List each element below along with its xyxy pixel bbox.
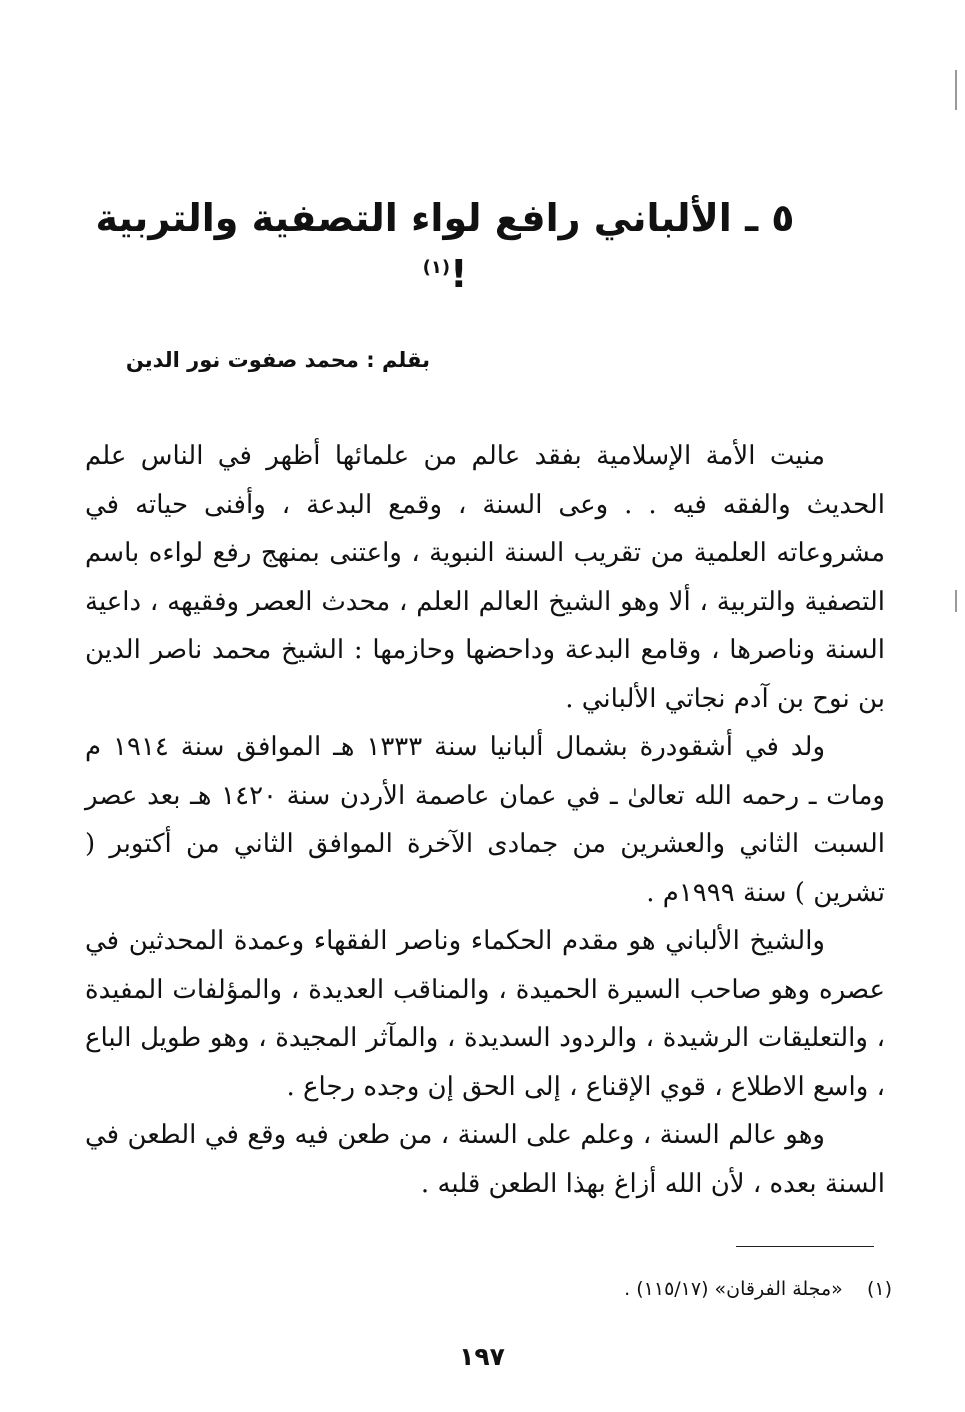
footnote-marker: (١): [866, 1278, 892, 1300]
page-number: ١٩٧: [459, 1342, 505, 1371]
paragraph-4: وهو عالم السنة ، وعلم على السنة ، من طعن فيه وقع في الطعن في السنة بعده ، لأن الله أزاغ بهذا الطعن قلبه .: [85, 1120, 885, 1199]
paragraph-3: والشيخ الألباني هو مقدم الحكماء وناصر الفقهاء وعمدة المحدثين في عصره وهو صاحب السيرة الحميدة ، والمناقب العديدة ، والمؤلفات المفيدة ، والتعليقات الرشيدة ، والردود السديدة ، والمآثر المجيدة ، وهو طويل الباع ، واسع الاطلاع ، قوي الإقناع ، إلى الحق إن وجده رجاع .: [85, 926, 885, 1102]
author-byline: بقلم : محمد صفوت نور الدين: [125, 348, 430, 372]
scan-edge-mark: [955, 590, 957, 612]
chapter-title: [90, 190, 800, 302]
paragraph-2: ولد في أشقودرة بشمال ألبانيا سنة ١٣٣٣ هـ الموافق سنة ١٩١٤ م ومات ـ رحمه الله تعالىٰ ـ في عمان عاصمة الأردن سنة ١٤٢٠ هـ بعد عصر السبت الثاني والعشرين من جمادى الآخرة الموافق الثاني من أكتوبر ( تشرين ) سنة ١٩٩٩م .: [85, 732, 885, 908]
chapter-title-text: ٥ ـ الألباني رافع لواء التصفية والتربية !: [95, 196, 795, 296]
footnote-divider: [736, 1246, 874, 1247]
title-footnote-marker: (١): [422, 257, 451, 278]
footnote-spacer: [849, 1278, 861, 1300]
footnote-text: «مجلة الفرقان» (١١٥/١٧) .: [624, 1278, 843, 1300]
article-body: [85, 432, 885, 1208]
paragraph-1: منيت الأمة الإسلامية بفقد عالم من علمائها أظهر في الناس علم الحديث والفقه فيه . . وعى السنة ، وقمع البدعة ، وأفنى حياته في مشروعاته العلمية من تقريب السنة النبوية ، واعتنى بمنهج رفع لواءه باسم التصفية والتربية ، ألا وهو الشيخ العالم العلم ، محدث العصر وفقيهه ، داعية السنة وناصرها ، وقامع البدعة وداحضها وحازمها : الشيخ محمد ناصر الدين بن نوح بن آدم نجاتي الألباني .: [85, 441, 885, 714]
footnote: [520, 1275, 892, 1303]
scan-edge-mark: [955, 70, 957, 110]
